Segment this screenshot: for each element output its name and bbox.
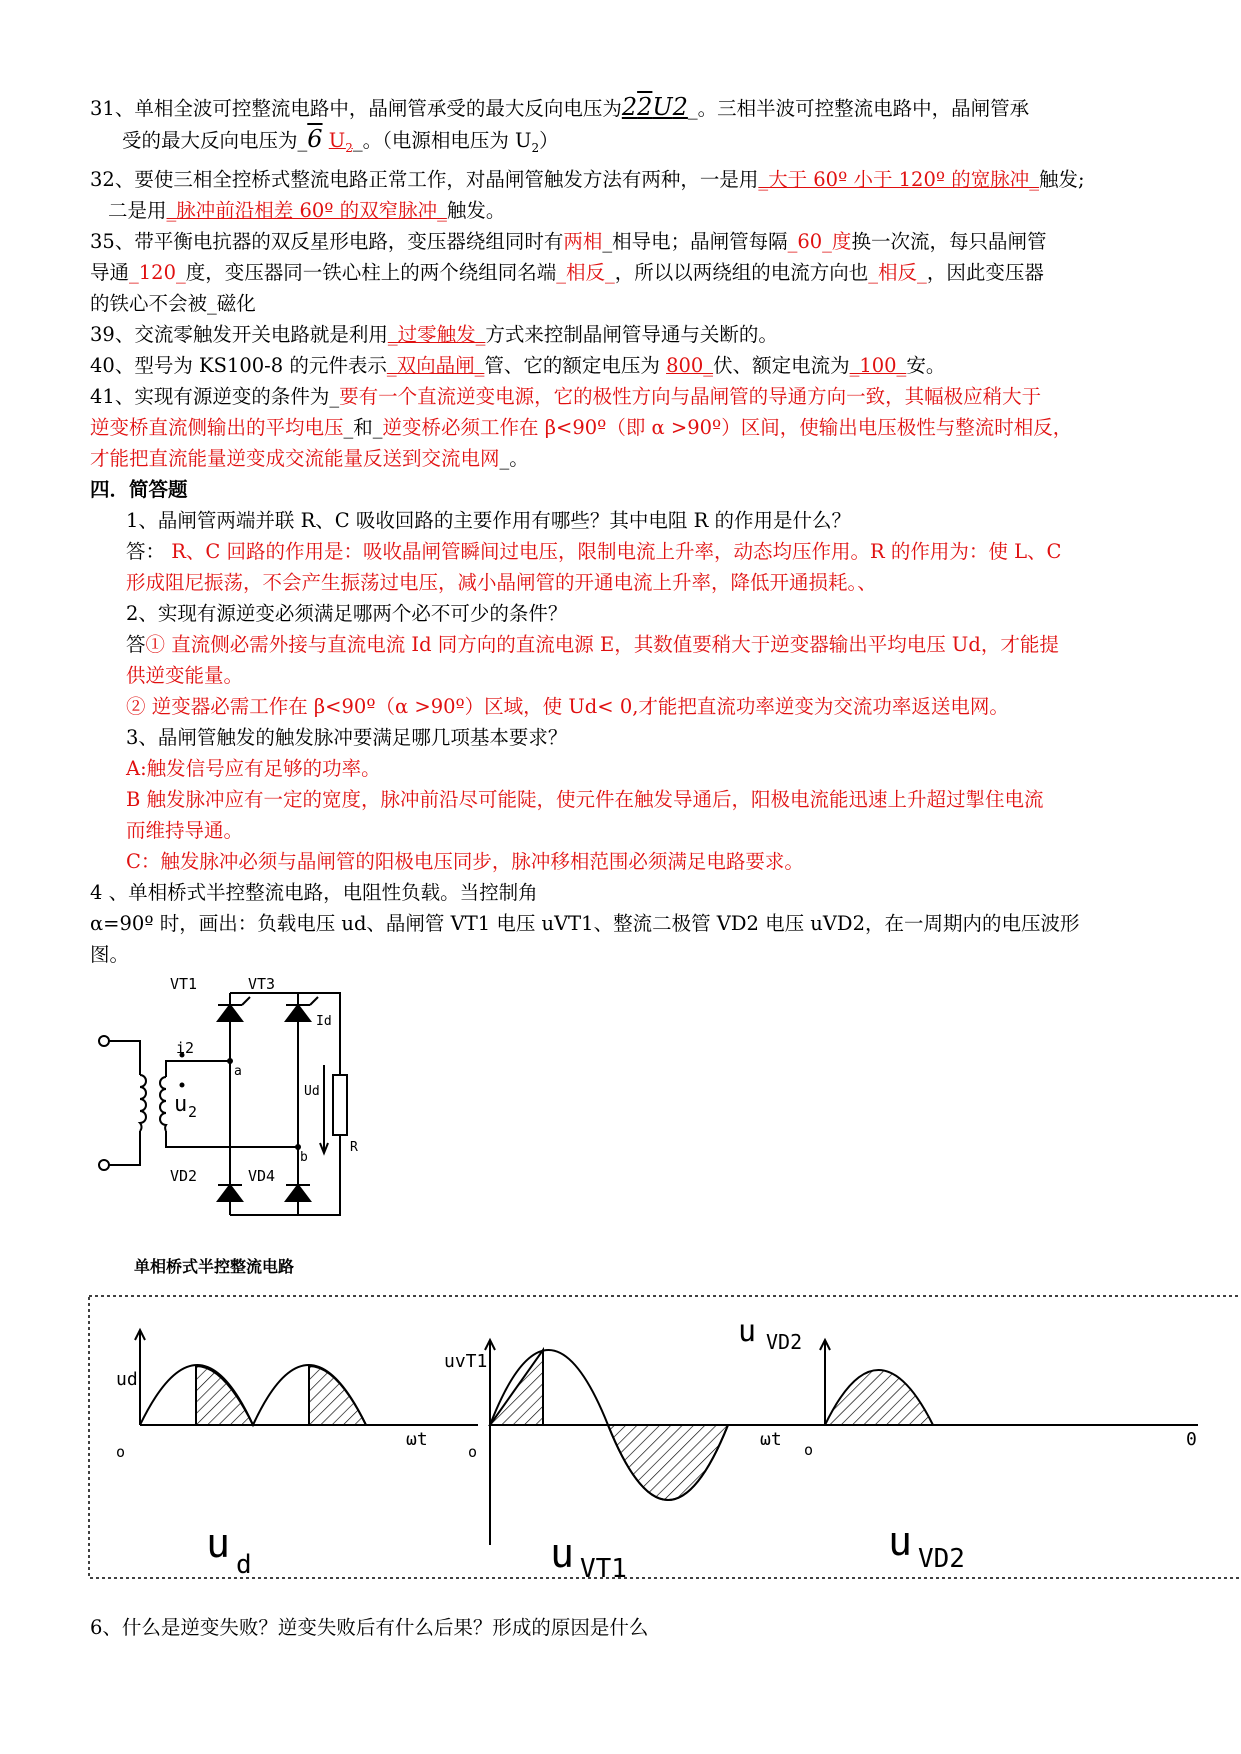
sq3-question: 3、晶闸管触发的触发脉冲要满足哪几项基本要求？: [126, 725, 568, 749]
sq3-answer-a: A:触发信号应有足够的功率。: [126, 756, 381, 780]
label-ud: Ud: [304, 1084, 320, 1099]
sq4-line3: 图。: [90, 942, 130, 966]
big-label-uvd2: u: [888, 1519, 913, 1565]
label-vd2: VD2: [170, 1167, 198, 1185]
waveform-ud: [135, 1330, 478, 1425]
q31-answer1: 22U2: [621, 93, 688, 121]
big-label-ud: u: [206, 1521, 231, 1567]
sq3-answer-c: C：触发脉冲必须与晶闸管的阳极电压同步，脉冲移相范围必须满足电路要求。: [126, 849, 804, 873]
q40-line: 40、型号为 KS100-8 的元件表示_双向晶闸_管、它的额定电压为 800_伏、额定电流为_100_安。: [90, 353, 946, 377]
label-r: R: [350, 1140, 358, 1155]
sq2-answer-line3: ② 逆变器必需工作在 β<90º（α >90º）区域，使 Ud< 0,才能把直流功率逆变为交流功率返送电网。: [126, 694, 1009, 718]
q35-answer4: _相反_: [556, 260, 615, 284]
axis-label-wt-1: ωt: [406, 1429, 428, 1450]
label-i2: i2: [176, 1039, 195, 1057]
label-b: b: [300, 1150, 308, 1165]
axis-label-right: 0: [1186, 1429, 1197, 1450]
sq1-answer-line1: 答： R、C 回路的作用是：吸收晶闸管瞬间过电压，限制电流上升率，动态均压作用。R 的作用为：使 L、C: [126, 539, 1062, 563]
label-u2: u: [174, 1092, 188, 1117]
q31-answer2: $U_2$: [328, 129, 353, 155]
axis-label-wt-2: ωt: [760, 1429, 782, 1450]
q31-text: 31、单相全波可控整流电路中，晶闸管承受的最大反向电压为: [90, 97, 622, 120]
axis-label-ud: ud: [116, 1369, 138, 1390]
circuit-caption: 单相桥式半控整流电路: [134, 1257, 295, 1276]
q31-line2: 受的最大反向电压为_6 $U_2\_$。（电源相电压为 $U_2$）: [122, 125, 559, 155]
q35-line3: 的铁心不会被_磁化: [90, 291, 256, 315]
axis-label-uvd2: u: [738, 1314, 757, 1349]
sq1-question: 1、晶闸管两端并联 R、C 吸收回路的主要作用有哪些？其中电阻 R 的作用是什么？: [126, 508, 851, 532]
sq6-question: 6、什么是逆变失败？逆变失败后有什么后果？形成的原因是什么: [90, 1616, 649, 1639]
waveform-uvt1: [485, 1340, 858, 1545]
q39-answer: _过零触发_: [387, 322, 486, 346]
primary-coil: [140, 1075, 146, 1131]
q40-answer2: 800_: [666, 353, 714, 377]
axis-label-uvt1: uvT1: [444, 1351, 488, 1372]
q32-answer1: _大于 60º 小于 120º 的宽脉冲_: [758, 167, 1039, 191]
big-label-uvt1-sub: VT1: [580, 1554, 627, 1580]
q32-line1: 32、要使三相全控桥式整流电路正常工作，对晶闸管触发方法有两种，一是用_大于 60º 小于 120º 的宽脉冲_触发;: [90, 167, 1085, 191]
diode-vd4: [286, 1185, 310, 1201]
terminal-bottom: [99, 1160, 109, 1170]
sq1-answer-line2: 形成阻尼振荡，不会产生振荡过电压，减小晶闸管的开通电流上升率，降低开通损耗。、: [126, 570, 877, 594]
label-vd4: VD4: [248, 1167, 276, 1185]
secondary-coil: [160, 1077, 166, 1131]
big-label-ud-sub: d: [236, 1550, 252, 1580]
axis-label-uvd2-sub: VD2: [766, 1330, 803, 1354]
q40-answer3: _100_: [849, 353, 907, 377]
waveform-uvd2: [820, 1340, 1198, 1425]
sq3-answer-b1: B 触发脉冲应有一定的宽度，脉冲前沿尽可能陡，使元件在触发导通后，阳极电流能迅速上升超过掣住电流: [126, 787, 1044, 811]
q39-line: 39、交流零触发开关电路就是利用_过零触发_方式来控制晶闸管导通与关断的。: [90, 322, 778, 346]
thyristor-vt1: [218, 1005, 242, 1021]
circuit-diagram: [90, 975, 410, 1265]
q41-line3: 才能把直流能量逆变成交流能量反送到交流电网_。: [90, 446, 529, 470]
q41-line2: 逆变桥直流侧输出的平均电压_和_逆变桥必须工作在 β<90º（即 α >90º）区间，使输出电压极性与整流时相反，: [90, 415, 1073, 439]
origin-3: o: [804, 1441, 814, 1459]
document-body: [90, 92, 1150, 970]
q31-text: _。三相半波可控整流电路中，晶闸管承: [687, 97, 1030, 120]
sq2-question: 2、实现有源逆变必须满足哪两个必不可少的条件？: [126, 601, 568, 625]
q35-line1: 35、带平衡电抗器的双反星形电路，变压器绕组同时有两相_相导电；晶闸管每隔_60_度换一次流，每只晶闸管: [90, 229, 1047, 253]
label-id: Id: [316, 1014, 332, 1029]
label-vt1: VT1: [170, 975, 198, 993]
origin-1: o: [116, 1443, 126, 1461]
diode-vd2: [218, 1185, 242, 1201]
q35-answer1: 两相: [563, 229, 603, 253]
resistor-R: [333, 1075, 347, 1135]
uvd2-hatch: [825, 1370, 933, 1425]
q41-line1: 41、实现有源逆变的条件为_要有一个直流逆变电源，它的极性方向与晶闸管的导通方向一致，其幅极应稍大于: [90, 384, 1042, 408]
q35-line2: 导通_120_度，变压器同一铁心柱上的两个绕组同名端_相反_，所以以两绕组的电流方向也_相反_，因此变压器: [90, 260, 1044, 284]
uvt1-hatch-pos: [490, 1350, 543, 1425]
thyristor-vt3: [286, 1005, 310, 1021]
sq3-answer-b2: 而维持导通。: [126, 818, 244, 842]
q35-answer3: _120_: [129, 260, 186, 284]
big-label-uvd2-sub: VD2: [918, 1544, 965, 1574]
terminal-top: [99, 1036, 109, 1046]
q31-answer2-root: 6: [307, 125, 323, 153]
q40-answer1: _双向晶闸_: [386, 353, 485, 377]
label-u2-sub: 2: [188, 1103, 198, 1121]
label-vt3: VT3: [248, 975, 276, 993]
q31-line1: [90, 92, 1150, 124]
label-a: a: [234, 1064, 242, 1079]
ud-hatch-1: [196, 1366, 253, 1425]
sq4-line1: 4 、单相桥式半控整流电路，电阻性负载。当控制角: [90, 880, 538, 904]
uvt1-hatch-neg: [608, 1425, 728, 1500]
sq2-answer-line2: 供逆变能量。: [126, 663, 244, 687]
origin-2: o: [468, 1443, 478, 1461]
sq2-answer-line1: 答① 直流侧必需外接与直流电流 Id 同方向的直流电源 E，其数值要稍大于逆变器输出平均电压 Ud，才能提: [126, 632, 1059, 656]
big-label-uvt1: u: [550, 1531, 575, 1577]
q41-answer: 要有一个直流逆变电源，它的极性方向与晶闸管的导通方向一致，其幅极应稍大于: [339, 384, 1042, 408]
section-heading: 四．简答题: [90, 477, 188, 501]
sq4-line2: α=90º 时，画出：负载电压 ud、晶闸管 VT1 电压 uVT1、整流二极管 VD2 电压 uVD2，在一周期内的电压波形: [90, 911, 1080, 935]
q35-answer2: _60_度: [787, 229, 852, 253]
q32-line2: 二是用_脉冲前沿相差 60º 的双窄脉冲_触发。: [108, 198, 506, 222]
waveform-figure: [88, 1295, 1240, 1580]
ud-hatch-2: [309, 1366, 366, 1425]
q35-answer5: _相反_: [868, 260, 927, 284]
q32-answer2: _脉冲前沿相差 60º 的双窄脉冲_: [166, 198, 447, 222]
